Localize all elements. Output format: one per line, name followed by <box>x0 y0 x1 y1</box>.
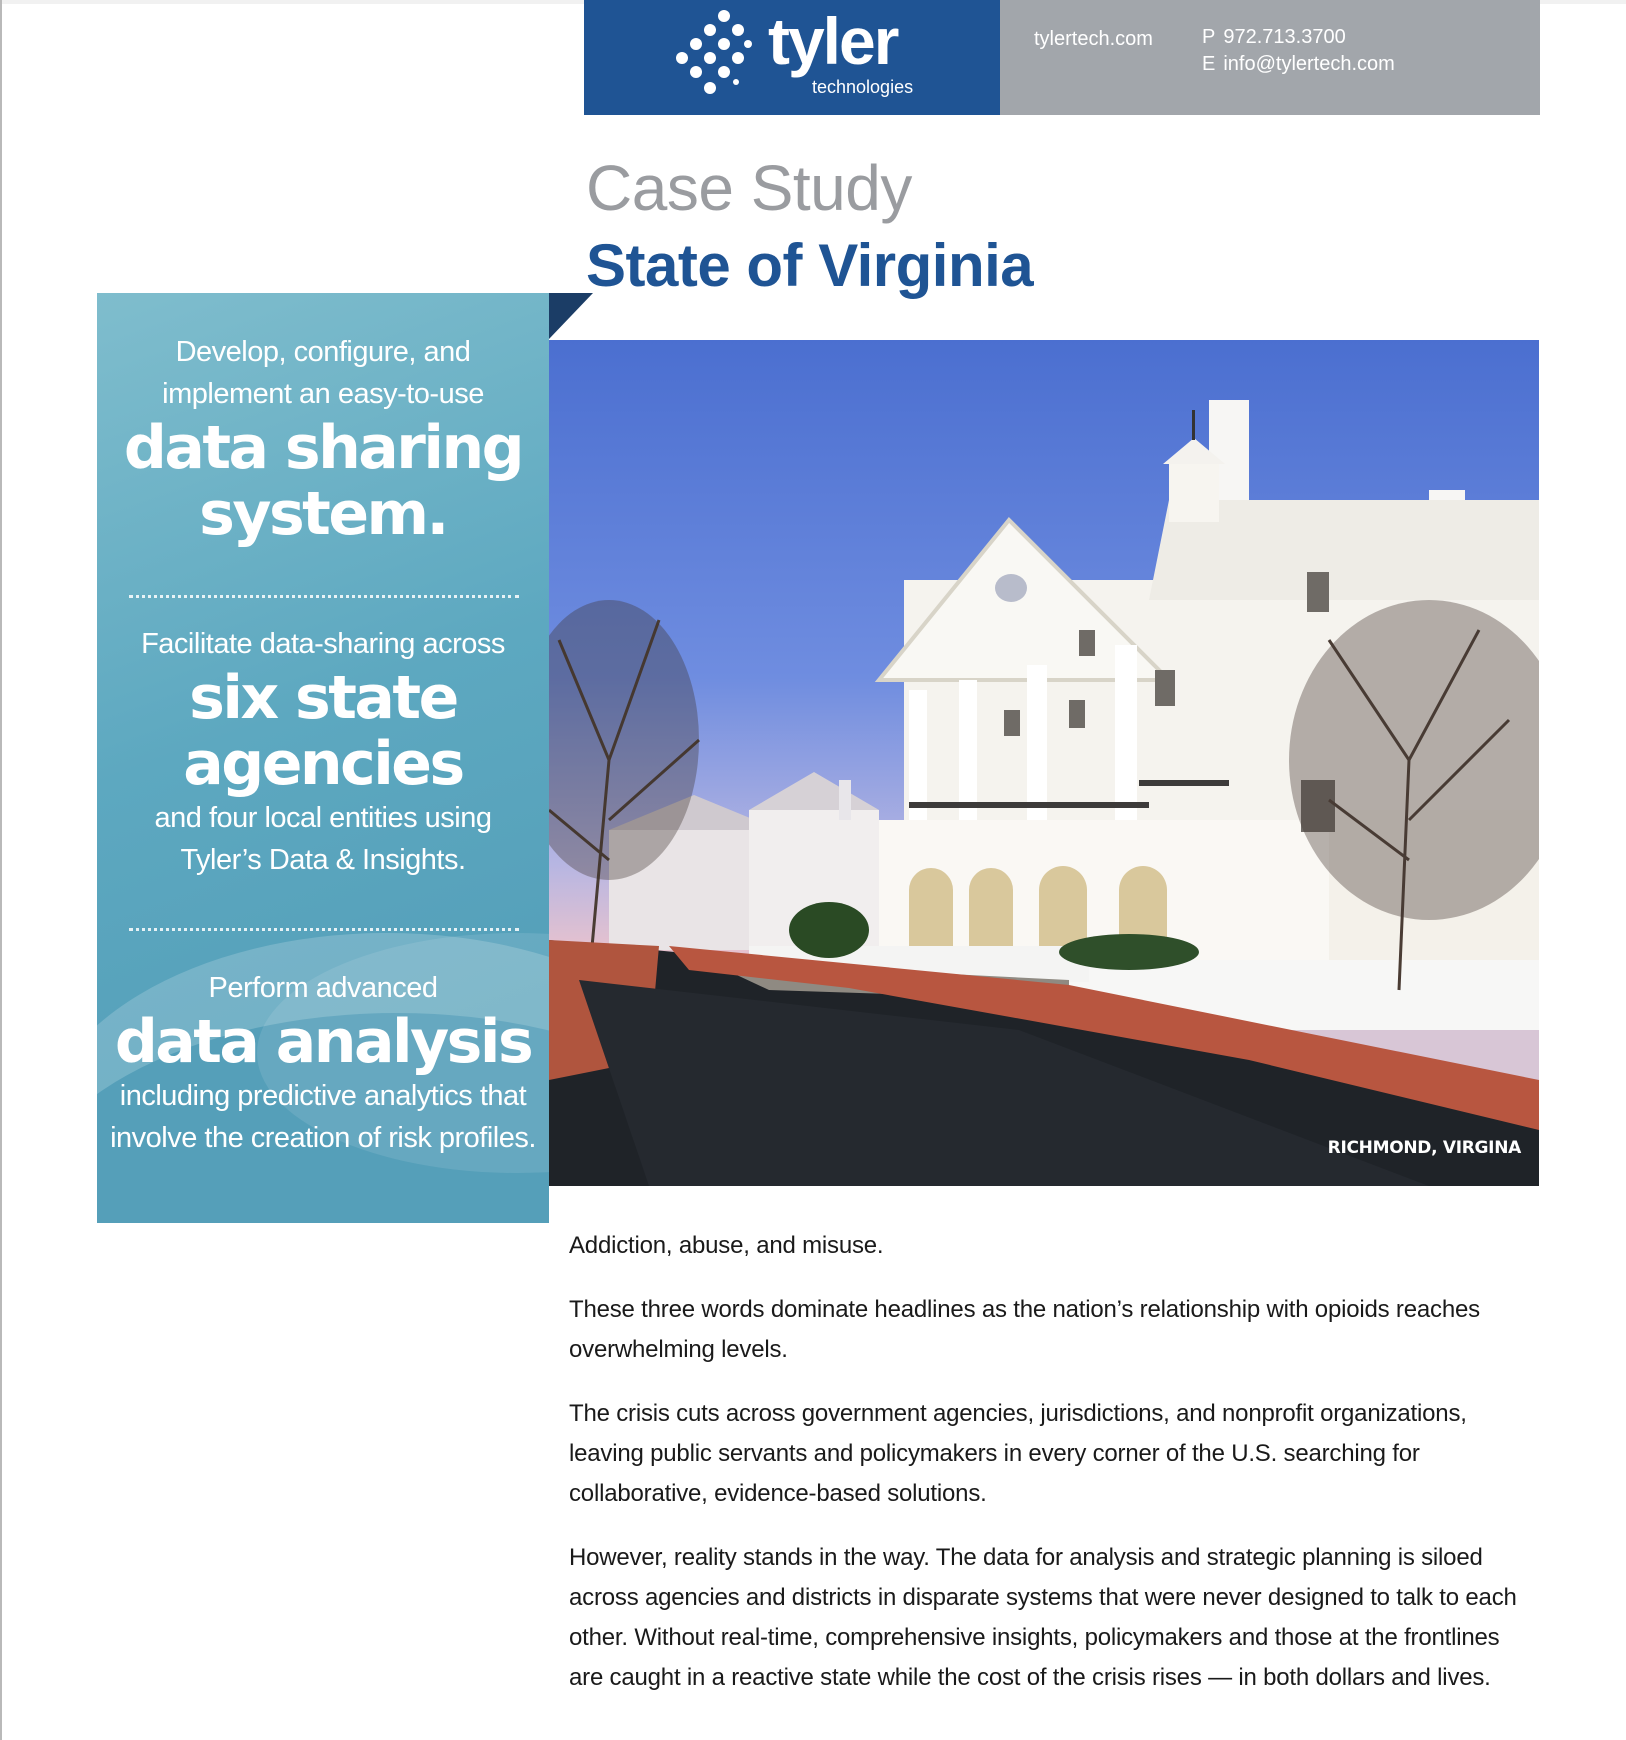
highlight-3 <box>97 967 549 1159</box>
document-title: State of Virginia <box>586 232 1034 299</box>
highlight-2-line-2: and four local entities using <box>154 802 492 834</box>
body-copy <box>569 1226 1529 1722</box>
contact-band <box>1000 0 1540 115</box>
phone-label: P <box>1202 26 1216 48</box>
highlight-1-emphasis-1: data sharing <box>123 413 523 483</box>
document-kicker: Case Study <box>586 152 912 224</box>
tyler-logo-mark-icon <box>674 10 754 96</box>
building-illustration <box>549 340 1539 1186</box>
hero-photo <box>549 340 1539 1186</box>
highlight-3-line-2: including predictive analytics that <box>119 1080 527 1112</box>
highlight-1-emphasis-2: system. <box>199 479 447 549</box>
highlight-2-emphasis-2: agencies <box>183 729 463 799</box>
brand-header <box>584 0 1000 115</box>
highlight-2-emphasis-1: six state <box>189 663 457 733</box>
highlight-1-line-2: implement an easy-to-use <box>162 378 484 410</box>
body-paragraph-4: However, reality stands in the way. The data for analysis and strategic planning is siloed across agencies and districts in disparate systems that were never designed to talk to each other. Without real-time, comprehensive insights, policymakers and those at the frontlines are caught in a reactive state while the cost of the crisis rises — in both dollars and lives. <box>569 1544 1517 1691</box>
highlight-1 <box>97 331 549 547</box>
highlights-panel <box>97 293 549 1223</box>
highlight-2-line-1: Facilitate data-sharing across <box>141 628 505 660</box>
email-label: E <box>1202 53 1216 75</box>
highlight-3-emphasis-1: data analysis <box>114 1007 532 1077</box>
panel-corner-fold <box>549 293 593 339</box>
highlight-3-line-3: involve the creation of risk profiles. <box>110 1122 536 1154</box>
highlight-3-line-1: Perform advanced <box>208 972 438 1004</box>
brand-wordmark: tyler <box>768 4 898 78</box>
body-paragraph-3: The crisis cuts across government agencies, jurisdictions, and nonprofit organizations, leaving public servants and policymakers in every corner of the U.S. searching for collaborative, evidence-based solutions. <box>569 1400 1467 1507</box>
phone-line <box>1202 26 1346 49</box>
highlight-1-line-1: Develop, configure, and <box>175 336 471 368</box>
highlight-2 <box>97 623 549 881</box>
panel-divider <box>129 595 519 598</box>
website-link[interactable]: tylertech.com <box>1034 28 1153 50</box>
email-line <box>1202 53 1395 76</box>
page-left-edge <box>0 0 2 1740</box>
body-paragraph-2: These three words dominate headlines as the nation’s relationship with opioids reaches overwhelming levels. <box>569 1296 1480 1363</box>
body-paragraph-1: Addiction, abuse, and misuse. <box>569 1232 884 1259</box>
panel-divider <box>129 928 519 931</box>
phone-number[interactable]: 972.713.3700 <box>1223 26 1346 48</box>
highlight-2-line-3: Tyler’s Data & Insights. <box>180 844 466 876</box>
email-address[interactable]: info@tylertech.com <box>1223 53 1395 75</box>
brand-subtitle: technologies <box>812 77 914 97</box>
photo-caption: RICHMOND, VIRGINA <box>1327 1138 1521 1158</box>
